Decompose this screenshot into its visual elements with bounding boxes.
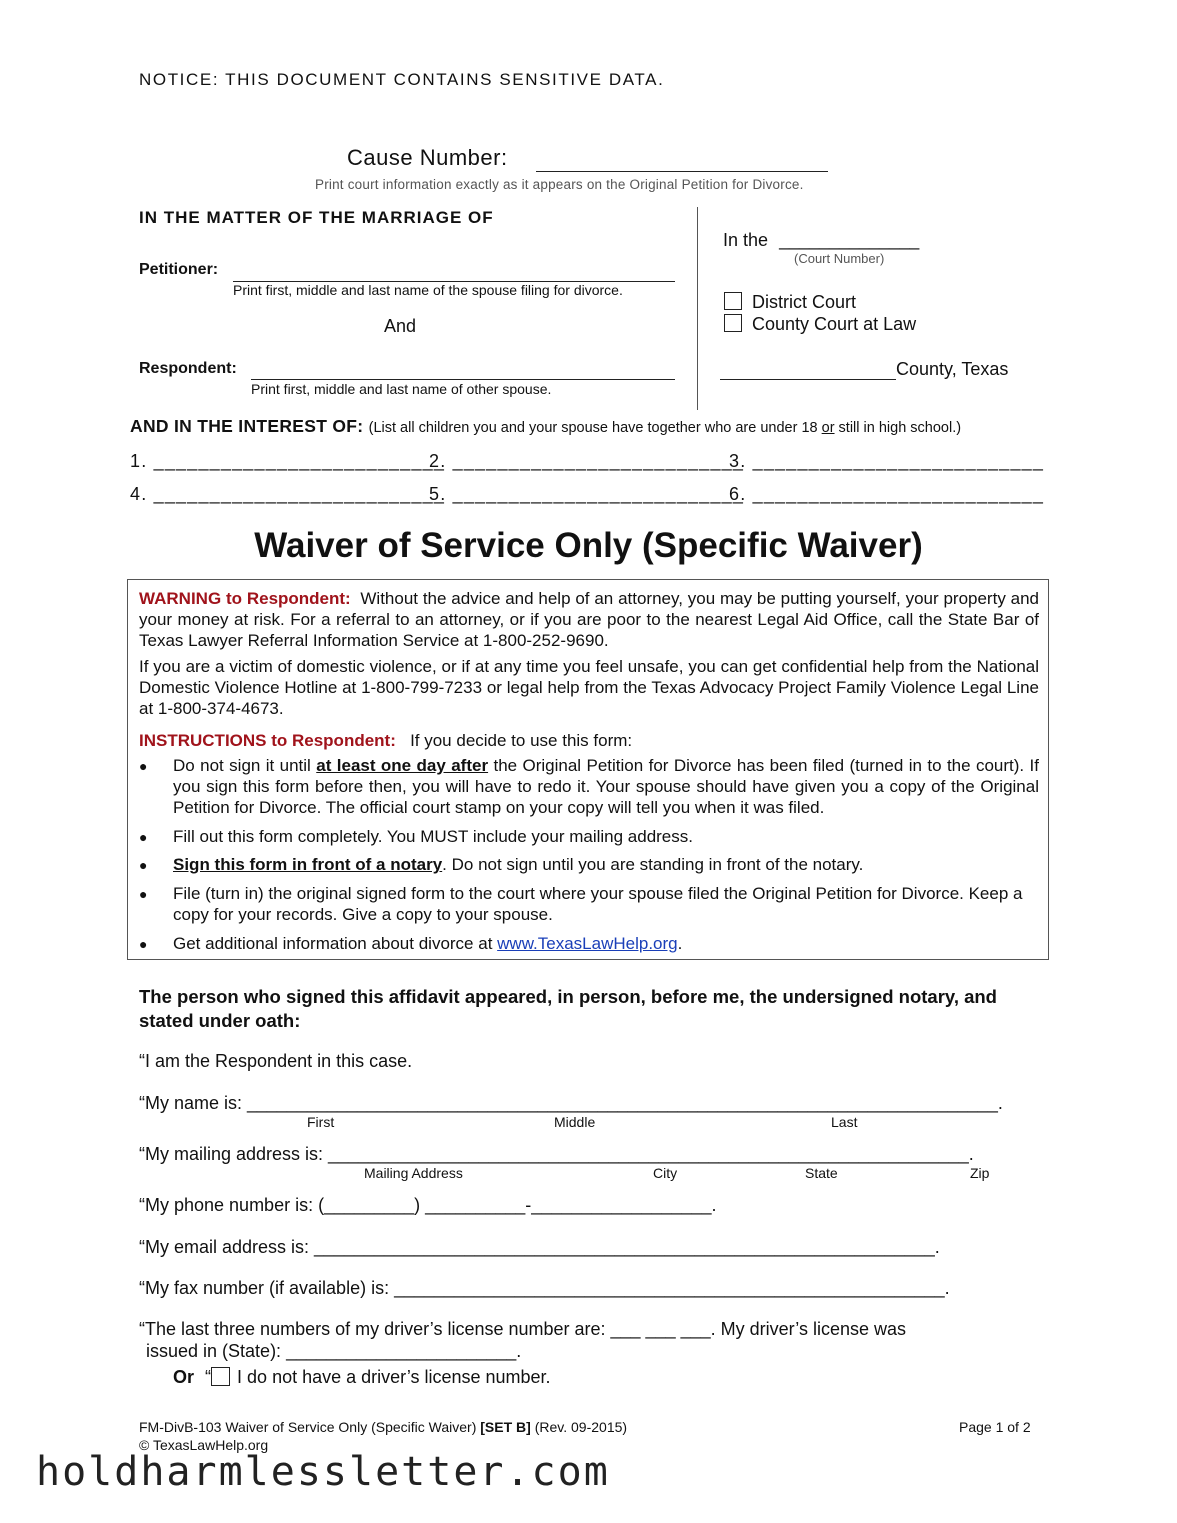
instruction-more-info: Get additional information about divorce at www.TexasLawHelp.org. — [173, 934, 683, 953]
child-field-1[interactable]: 1. __________________________ — [130, 451, 446, 471]
bullet-3: ● — [139, 857, 148, 873]
warning-paragraph — [139, 588, 1039, 651]
respondent-hint: Print first, middle and last name of other spouse. — [251, 381, 552, 397]
open-quote: “ — [205, 1367, 212, 1387]
in-the-label — [723, 230, 919, 251]
mailing-address-field[interactable]: “My mailing address is: ________________________________________________________________. — [139, 1144, 974, 1164]
interest-label: AND IN THE INTEREST OF: — [130, 416, 364, 436]
footer-form-id: FM-DivB-103 Waiver of Service Only (Specific Waiver) [SET B] (Rev. 09-2015) — [139, 1419, 628, 1435]
page-number: Page 1 of 2 — [959, 1419, 1031, 1435]
county-field[interactable] — [720, 379, 896, 380]
phone-field[interactable]: “My phone number is: (_________) __________-__________________. — [139, 1195, 717, 1215]
instruction-sign-timing: Do not sign it until at least one day after the Original Petition for Divorce has been filed (turned in to the court). If you sign this form before then, you will have to redo it. Your spouse should have given you a copy of the Original Petition for Divorce. The official court stamp on your copy will tell you when it was filed. — [173, 756, 1039, 817]
texaslawhelp-link[interactable]: www.TexasLawHelp.org — [497, 934, 678, 953]
middle-name-sublabel: Middle — [554, 1114, 596, 1130]
bullet-5: ● — [139, 936, 148, 952]
fax-field[interactable]: “My fax number (if available) is: _______________________________________________________. — [139, 1278, 950, 1298]
district-court-option[interactable] — [724, 292, 856, 313]
or-label: Or — [173, 1367, 195, 1387]
child-field-4[interactable]: 4. __________________________ — [130, 484, 446, 504]
bullet-4: ● — [139, 886, 148, 902]
watermark-text: holdharmlessletter.com — [36, 1449, 610, 1495]
instruction-fill-out: Fill out this form completely. You MUST include your mailing address. — [173, 827, 693, 846]
no-drivers-license-option[interactable] — [173, 1367, 551, 1388]
child-field-2[interactable]: 2. __________________________ — [429, 451, 745, 471]
respondent-statement: “I am the Respondent in this case. — [139, 1051, 413, 1071]
sensitive-data-notice: NOTICE: THIS DOCUMENT CONTAINS SENSITIVE DATA. — [139, 70, 665, 89]
dl-state-field[interactable]: issued in (State): _______________________. — [146, 1341, 522, 1361]
child-field-5[interactable]: 5. __________________________ — [429, 484, 745, 504]
instructions-label: INSTRUCTIONS to Respondent: — [139, 731, 396, 750]
county-court-label: County Court at Law — [752, 314, 917, 334]
cause-number-field[interactable] — [536, 171, 828, 172]
footer-copyright: © TexasLawHelp.org — [139, 1437, 269, 1453]
city-sublabel: City — [653, 1165, 678, 1181]
warning-text: Without the advice and help of an attorney, you may be putting yourself, your property and your money at risk. For a referral to an attorney, or if you are poor to the nearest Legal Aid Office, call the State Bar of Texas Lawyer Referral Information Service at 1-800-252-9690. — [139, 589, 1039, 650]
petitioner-label: Petitioner: — [139, 261, 219, 278]
last-name-sublabel: Last — [831, 1114, 858, 1130]
and-label: And — [384, 316, 417, 336]
child-field-6[interactable]: 6. __________________________ — [729, 484, 1045, 504]
state-sublabel: State — [805, 1165, 838, 1181]
mailing-address-sublabel: Mailing Address — [364, 1165, 463, 1181]
bullet-1: ● — [139, 758, 148, 774]
no-drivers-license-label: I do not have a driver’s license number. — [237, 1367, 551, 1387]
interest-note: (List all children you and your spouse have together who are under 18 or still in high school.) — [368, 420, 962, 436]
district-court-checkbox[interactable] — [724, 292, 742, 310]
caption-divider — [697, 207, 698, 410]
no-drivers-license-checkbox[interactable] — [211, 1367, 230, 1386]
instruction-notary: Sign this form in front of a notary. Do not sign until you are standing in front of the notary. — [173, 855, 864, 874]
instruction-file: File (turn in) the original signed form to the court where your spouse filed the Original Petition for Divorce. Keep a copy for your records. Give a copy to your spouse. — [173, 884, 1023, 924]
court-number-hint: (Court Number) — [794, 251, 885, 266]
child-field-3[interactable]: 3. __________________________ — [729, 451, 1045, 471]
petitioner-hint: Print first, middle and last name of the spouse filing for divorce. — [233, 282, 623, 298]
email-field[interactable]: “My email address is: ______________________________________________________________. — [139, 1237, 940, 1257]
respondent-label: Respondent: — [139, 360, 237, 377]
first-name-sublabel: First — [307, 1114, 335, 1130]
domestic-violence-paragraph: If you are a victim of domestic violence, or if at any time you feel unsafe, you can get confidential help from the National Domestic Violence Hotline at 1-800-799-7233 or legal help from the Texas Advocacy Project Family Violence Legal Line at 1-800-374-4673. — [139, 657, 1039, 718]
matter-heading: IN THE MATTER OF THE MARRIAGE OF — [139, 208, 494, 227]
bullet-2: ● — [139, 829, 148, 845]
name-field[interactable]: “My name is: ___________________________________________________________________________. — [139, 1093, 1003, 1113]
warning-label: WARNING to Respondent: — [139, 589, 351, 608]
district-court-label: District Court — [752, 292, 857, 312]
zip-sublabel: Zip — [970, 1165, 990, 1181]
drivers-license-field[interactable]: “The last three numbers of my driver’s license number are: ___ ___ ___. My driver’s license was — [139, 1319, 907, 1339]
affidavit-heading: The person who signed this affidavit appeared, in person, before me, the undersigned notary, and stated under oath: — [139, 986, 997, 1031]
respondent-name-field[interactable] — [251, 379, 675, 380]
instructions-intro: If you decide to use this form: — [410, 731, 633, 750]
county-texas-label: County, Texas — [896, 359, 1009, 379]
instructions-heading — [139, 730, 1039, 751]
form-title: Waiver of Service Only (Specific Waiver) — [254, 526, 923, 565]
county-court-checkbox[interactable] — [724, 314, 742, 332]
county-court-option[interactable] — [724, 314, 916, 335]
court-info-note: Print court information exactly as it appears on the Original Petition for Divorce. — [315, 177, 804, 192]
cause-number-label: Cause Number: — [347, 145, 508, 170]
in-the-text: In the — [723, 230, 769, 250]
court-number-blank[interactable]: ______________ — [779, 230, 920, 250]
interest-heading — [130, 416, 961, 437]
